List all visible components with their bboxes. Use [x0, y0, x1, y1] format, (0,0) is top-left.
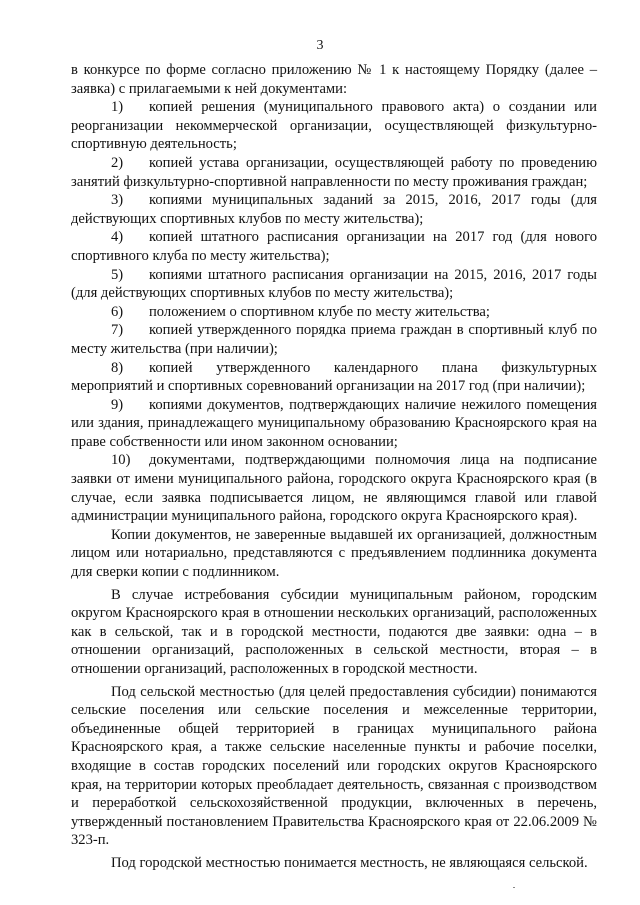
- list-item-number: 4): [111, 229, 124, 246]
- list-item-number: 9): [111, 396, 124, 413]
- list-item-number: 3): [111, 192, 124, 209]
- list-item-text: копиями документов, подтверждающих наличие нежилого помещения или здания, принадлежащего муниципальному образованию Красноярского края на праве собственности или ином законном основании;: [71, 396, 597, 450]
- scan-speck: [513, 887, 515, 888]
- two-applications-paragraph: В случае истребования субсидии муниципальным районом, городским округом Красноярского края в отношении нескольких организаций, расположенных как в сельской, так и в городской местности, подаются две заявки: одна – в отношении организаций, расположенных в сельской местности, вторая – в отношении организаций, расположенных в городской местности.: [71, 586, 597, 677]
- list-item: [71, 228, 597, 265]
- list-item-number: 10): [111, 452, 131, 469]
- page-number: 3: [316, 38, 324, 53]
- list-item-number: 8): [111, 359, 124, 376]
- list-item: [71, 303, 597, 322]
- list-item: [71, 191, 597, 228]
- copies-paragraph: Копии документов, не заверенные выдавшей их организацией, должностным лицом или нотариально, представляются с предъявлением подлинника документа для сверки копии с подлинником.: [71, 526, 597, 581]
- list-item-text: копиями муниципальных заданий за 2015, 2016, 2017 годы (для действующих спортивных клубов по месту жительства);: [71, 192, 597, 227]
- list-item-text: документами, подтверждающими полномочия лица на подписание заявки от имени муниципального района, городского округа Красноярского края (в случае, если заявка подписывается лицом, не являющимся главой или главой администрации муниципального района, городского округа Красноярского края).: [71, 452, 597, 525]
- urban-definition-paragraph: Под городской местностью понимается местность, не являющаяся сельской.: [111, 854, 588, 871]
- list-item: [71, 154, 597, 191]
- list-item-text: копией устава организации, осуществляющей работу по проведению занятий физкультурно-спортивной направленности по месту проживания граждан;: [71, 154, 597, 190]
- list-item: [71, 98, 597, 154]
- document-body: [71, 61, 597, 873]
- list-item-text: копиями штатного расписания организации на 2015, 2016, 2017 годы (для действующих спортивных клубов по месту жительства);: [71, 266, 597, 302]
- list-item: [71, 321, 597, 358]
- list-item: [71, 396, 597, 452]
- list-item-number: 1): [111, 99, 124, 116]
- list-item-number: 7): [111, 322, 124, 339]
- intro-paragraph: в конкурсе по форме согласно приложению № 1 к настоящему Порядку (далее – заявка) с прилагаемыми к ней документами:: [71, 62, 597, 97]
- list-item-text: копией решения (муниципального правового акта) о создании или реорганизации некоммерческой организации, осуществляющей физкультурно-спортивную деятельность;: [71, 99, 597, 153]
- documents-list: [71, 98, 597, 526]
- list-item-text: положением о спортивном клубе по месту жительства;: [149, 303, 490, 320]
- list-item-text: копией штатного расписания организации на 2017 год (для нового спортивного клуба по месту жительства);: [71, 229, 597, 264]
- list-item-number: 6): [111, 303, 124, 320]
- rural-definition-paragraph: Под сельской местностью (для целей предоставления субсидии) понимаются сельские поселения или сельские поселения и межселенные территории, объединенные общей территорией в границах муниципального района Красноярского края, а также сельские населенные пункты и рабочие поселки, входящие в состав городских поселений или городских округов Красноярского края, на территории которых преобладает деятельность, связанная с производством и переработкой сельскохозяйственной продукции, включенных в перечень, утвержденный постановлением Правительства Красноярского края от 22.06.2009 № 323-п.: [71, 683, 597, 849]
- list-item-text: копией утвержденного порядка приема граждан в спортивный клуб по месту жительства (при наличии);: [71, 322, 597, 357]
- list-item-number: 2): [111, 154, 124, 171]
- list-item: [71, 451, 597, 525]
- list-item: [71, 266, 597, 303]
- list-item-number: 5): [111, 266, 124, 283]
- list-item: [71, 359, 597, 396]
- list-item-text: копией утвержденного календарного плана физкультурных мероприятий и спортивных соревнований организации на 2017 год (при наличии);: [71, 359, 597, 395]
